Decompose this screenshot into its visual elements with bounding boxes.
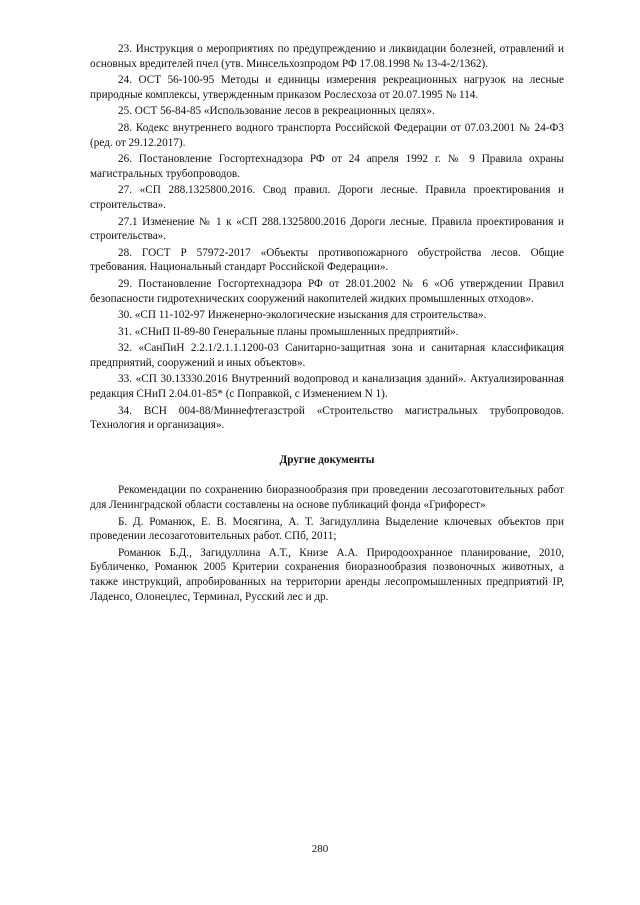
section-title: Другие документы [279, 453, 375, 466]
reference-item: 30. «СП 11-102-97 Инженерно-экологические изыскания для строительства». [118, 309, 487, 322]
section-paragraph: Рекомендации по сохранению биоразнообразия при проведении лесозаготовительных работ для Ленинградской области составлены на основе публикаций фонда «Грифорест» [90, 484, 564, 512]
document-page [90, 42, 564, 606]
reference-item: 34. ВСН 004-88/Миннефтегазстрой «Строительство магистральных трубопроводов. Технология и организация». [90, 404, 564, 432]
section-paragraph: Б. Д. Романюк, Е. В. Мосягина, А. Т. Загидуллина Выделение ключевых объектов при проведении лесозаготовительных работ. СПб, 2011; [90, 515, 564, 543]
reference-item: 23. Инструкция о мероприятиях по предупреждению и ликвидации болезней, отравлений и основных вредителей пчел (утв. Минсельхозпродом РФ 17.08.1998 № 13-4-2/1362). [90, 43, 564, 70]
reference-item: 28. Кодекс внутреннего водного транспорта Российской Федерации от 07.03.2001 № 24-ФЗ (ред. от 29.12.2017). [90, 121, 564, 149]
reference-item: 27.1 Изменение № 1 к «СП 288.1325800.2016 Дороги лесные. Правила проектирования и строительства». [90, 215, 564, 243]
reference-item: 26. Постановление Госгортехнадзора РФ от 24 апреля 1992 г. № 9 Правила охраны магистральных трубопроводов. [90, 153, 564, 180]
reference-item: 24. ОСТ 56-100-95 Методы и единицы измерения рекреационных нагрузок на лесные природные комплексы, утвержденным приказом Рослесхоза от 20.07.1995 № 114. [90, 74, 564, 101]
reference-list [90, 42, 564, 433]
reference-item: 25. ОСТ 56-84-85 «Использование лесов в рекреационных целях». [118, 105, 435, 118]
section-paragraph: Романюк Б.Д., Загидуллина А.Т., Книзе А.А. Природоохранное планирование, 2010, Бубличенко, Романюк 2005 Критерии сохранения биоразнообразия позвоночных животных, а также инструкций, апробированных на территории аренды лесопромышленных предприятий IP, Ладенсо, Олонецлес, Терминал, Русский лес и др. [90, 546, 564, 603]
other-documents-section [90, 483, 564, 604]
page-number: 280 [311, 843, 329, 855]
reference-item: 29. Постановление Госгортехнадзора РФ от 28.01.2002 № 6 «Об утверждении Правил безопасности гидротехнических сооружений накопителей жидких промышленных отходов». [90, 277, 564, 305]
reference-item: 32. «СанПиН 2.2.1/2.1.1.1200-03 Санитарно-защитная зона и санитарная классификация предприятий, сооружений и иных объектов». [90, 342, 564, 369]
reference-item: 33. «СП 30.13330.2016 Внутренний водопровод и канализация зданий». Актуализированная редакция СНиП 2.04.01-85* (с Поправкой, с Изменением N 1). [90, 373, 564, 401]
reference-item: 31. «СНиП II-89-80 Генеральные планы промышленных предприятий». [118, 325, 459, 338]
reference-item: 28. ГОСТ Р 57972-2017 «Объекты противопожарного обустройства лесов. Общие требования. Национальный стандарт Российской Федерации». [90, 246, 564, 274]
reference-item: 27. «СП 288.1325800.2016. Свод правил. Дороги лесные. Правила проектирования и строительства». [90, 184, 564, 211]
